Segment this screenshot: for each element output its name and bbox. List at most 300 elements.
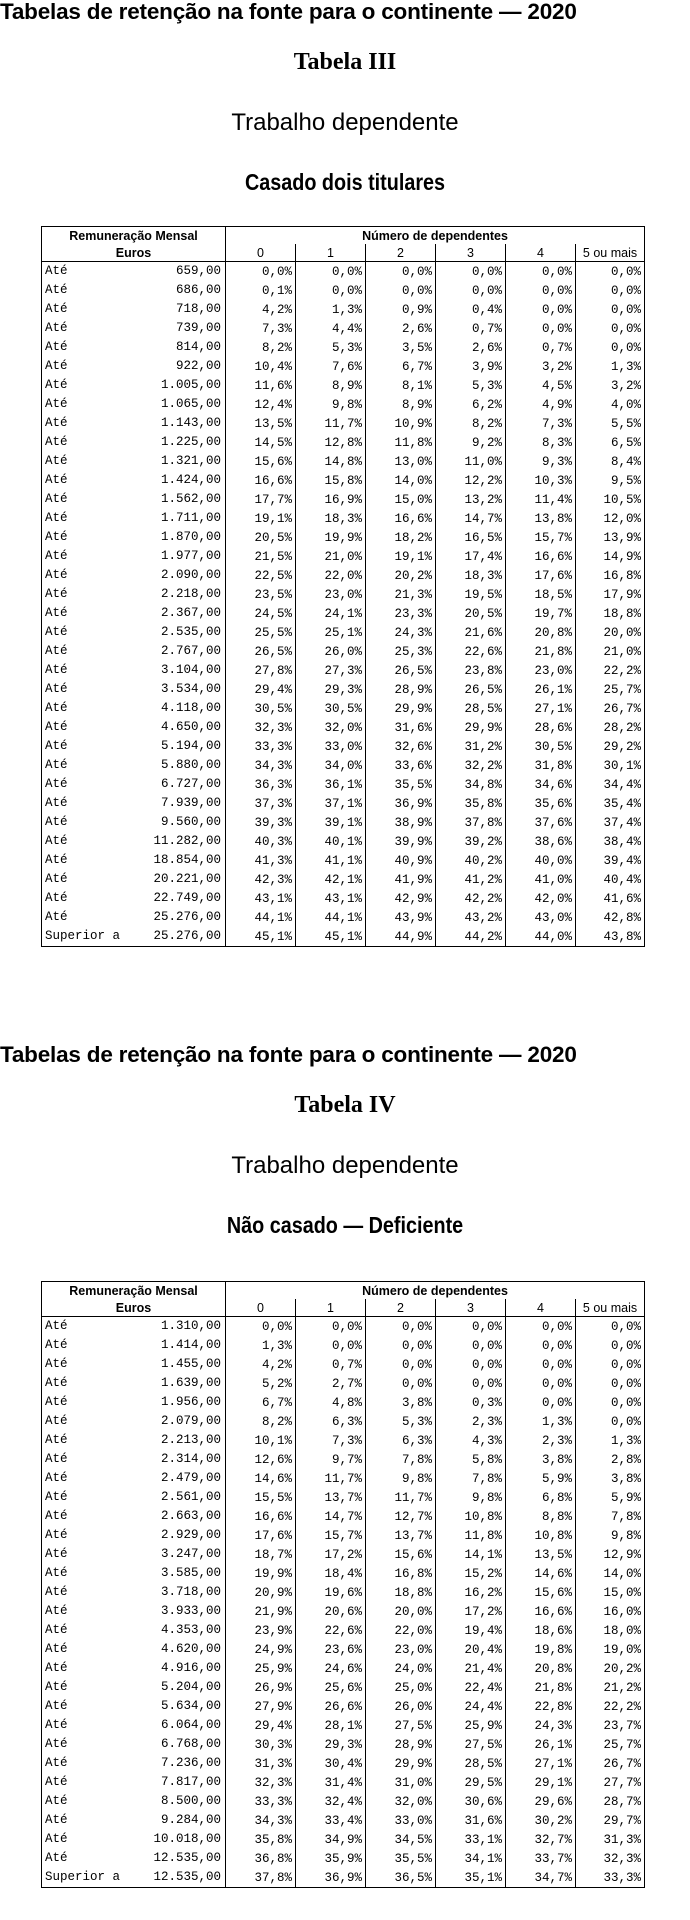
bracket-amount: 3.718,00 [160,1585,221,1599]
rate-cell: 7,8% [576,1507,645,1526]
bracket-label: Até [45,492,68,506]
table-row [42,813,645,832]
remuneration-cell [42,1754,226,1773]
rate-cell: 0,0% [576,1336,645,1355]
table-row [42,338,645,357]
bracket-label: Até [45,910,68,924]
remuneration-cell [42,414,226,433]
bracket-amount: 2.535,00 [160,625,221,639]
rate-cell: 22,2% [576,661,645,680]
rate-cell: 16,6% [506,547,576,566]
rate-cell: 25,6% [296,1678,366,1697]
bracket-label: Até [45,1452,68,1466]
dependents-column-header: 1 [296,1299,366,1317]
remuneration-cell [42,889,226,908]
rate-cell: 26,7% [576,1754,645,1773]
dependents-column-header: 4 [506,1299,576,1317]
rate-cell: 15,6% [366,1545,436,1564]
rate-cell: 26,1% [506,680,576,699]
rate-cell: 28,2% [576,718,645,737]
rate-cell: 20,8% [506,1659,576,1678]
rate-cell: 43,1% [226,889,296,908]
rate-cell: 41,9% [366,870,436,889]
bracket-label: Até [45,796,68,810]
bracket-label: Superior a [45,1870,121,1884]
table-row [42,452,645,471]
rate-cell: 34,4% [576,775,645,794]
rate-cell: 0,0% [226,1317,296,1337]
rate-cell: 0,0% [436,1336,506,1355]
rate-cell: 5,9% [576,1488,645,1507]
rate-cell: 18,5% [506,585,576,604]
rate-cell: 17,4% [436,547,506,566]
table-row [42,1507,645,1526]
remuneration-cell [42,566,226,585]
bracket-amount: 2.367,00 [160,606,221,620]
remuneration-cell [42,756,226,775]
table-row [42,1773,645,1792]
table-row [42,528,645,547]
rate-cell: 0,0% [506,281,576,300]
rate-cell: 41,1% [296,851,366,870]
remuneration-cell [42,1488,226,1507]
rate-cell: 18,4% [296,1564,366,1583]
rate-cell: 28,6% [506,718,576,737]
rate-cell: 13,0% [366,452,436,471]
remuneration-cell [42,1792,226,1811]
rate-cell: 20,0% [366,1602,436,1621]
table-row [42,1374,645,1393]
rate-cell: 32,2% [436,756,506,775]
rate-cell: 29,6% [506,1792,576,1811]
rate-cell: 28,5% [436,1754,506,1773]
remuneration-cell [42,832,226,851]
rate-cell: 37,4% [576,813,645,832]
bracket-amount: 6.064,00 [160,1718,221,1732]
rate-cell: 18,6% [506,1621,576,1640]
bracket-amount: 7.236,00 [160,1756,221,1770]
remuneration-cell [42,1545,226,1564]
rate-cell: 8,9% [366,395,436,414]
bracket-label: Até [45,777,68,791]
rate-cell: 10,5% [576,490,645,509]
rate-cell: 21,0% [576,642,645,661]
rate-cell: 24,3% [506,1716,576,1735]
rate-cell: 14,6% [226,1469,296,1488]
rate-cell: 28,1% [296,1716,366,1735]
rate-cell: 0,0% [296,1336,366,1355]
table-row [42,832,645,851]
dependents-column-header: 2 [366,244,436,262]
rate-cell: 28,7% [576,1792,645,1811]
rate-cell: 9,3% [506,452,576,471]
rate-cell: 1,3% [576,1431,645,1450]
rate-cell: 12,2% [436,471,506,490]
rate-cell: 11,4% [506,490,576,509]
remuneration-cell [42,1412,226,1431]
rate-cell: 14,6% [506,1564,576,1583]
rate-cell: 10,8% [436,1507,506,1526]
rate-cell: 0,0% [436,262,506,282]
rate-cell: 15,0% [576,1583,645,1602]
remuneration-cell [42,1317,226,1337]
bracket-amount: 1.424,00 [160,473,221,487]
rate-cell: 3,9% [436,357,506,376]
rate-cell: 10,1% [226,1431,296,1450]
bracket-amount: 3.933,00 [160,1604,221,1618]
rate-cell: 17,2% [436,1602,506,1621]
table-row [42,1545,645,1564]
rate-cell: 36,5% [366,1868,436,1888]
table-row [42,794,645,813]
rate-cell: 39,3% [226,813,296,832]
bracket-amount: 25.276,00 [153,929,221,943]
rate-cell: 16,6% [226,1507,296,1526]
bracket-label: Até [45,663,68,677]
rate-cell: 36,8% [226,1849,296,1868]
bracket-amount: 1.143,00 [160,416,221,430]
bracket-amount: 9.284,00 [160,1813,221,1827]
table-category: Casado dois titulares [244,169,446,195]
remuneration-cell [42,1716,226,1735]
bracket-label: Até [45,1566,68,1580]
bracket-amount: 686,00 [175,283,221,297]
rate-cell: 42,9% [366,889,436,908]
bracket-label: Até [45,530,68,544]
remuneration-cell [42,680,226,699]
rate-cell: 18,0% [576,1621,645,1640]
rate-cell: 31,8% [506,756,576,775]
bracket-amount: 3.104,00 [160,663,221,677]
bracket-label: Até [45,587,68,601]
rate-cell: 0,0% [576,262,645,282]
rate-cell: 24,6% [296,1659,366,1678]
dependents-column-header: 2 [366,1299,436,1317]
rate-cell: 18,3% [296,509,366,528]
rate-cell: 15,7% [296,1526,366,1545]
rate-cell: 28,9% [366,1735,436,1754]
rate-cell: 39,4% [576,851,645,870]
rate-cell: 5,5% [576,414,645,433]
rate-cell: 44,9% [366,927,436,947]
table-row [42,471,645,490]
rate-cell: 32,0% [296,718,366,737]
rate-cell: 19,8% [506,1640,576,1659]
bracket-label: Até [45,1699,68,1713]
dependents-column-header: 1 [296,244,366,262]
bracket-amount: 1.005,00 [160,378,221,392]
bracket-label: Até [45,435,68,449]
rate-cell: 9,2% [436,433,506,452]
bracket-label: Até [45,644,68,658]
remuneration-cell [42,433,226,452]
bracket-amount: 5.634,00 [160,1699,221,1713]
rate-cell: 8,2% [226,338,296,357]
rate-cell: 6,5% [576,433,645,452]
table-row [42,908,645,927]
rate-cell: 17,7% [226,490,296,509]
rate-cell: 27,1% [506,699,576,718]
bracket-label: Até [45,1718,68,1732]
rate-cell: 4,9% [506,395,576,414]
rate-cell: 0,0% [576,1374,645,1393]
rate-cell: 7,3% [506,414,576,433]
bracket-label: Superior a [45,929,121,943]
remuneration-cell [42,1393,226,1412]
bracket-amount: 2.479,00 [160,1471,221,1485]
rate-cell: 4,5% [506,376,576,395]
dependents-column-header: 4 [506,244,576,262]
rate-cell: 23,3% [366,604,436,623]
rate-cell: 34,9% [296,1830,366,1849]
rate-cell: 7,3% [226,319,296,338]
bracket-amount: 659,00 [175,264,221,278]
rate-cell: 0,7% [296,1355,366,1374]
table-row [42,490,645,509]
rate-cell: 34,3% [226,1811,296,1830]
rate-cell: 23,6% [296,1640,366,1659]
bracket-amount: 1.310,00 [160,1319,221,1333]
table-row [42,1659,645,1678]
table-row [42,585,645,604]
rate-cell: 18,7% [226,1545,296,1564]
rate-cell: 20,6% [296,1602,366,1621]
rate-cell: 22,6% [296,1621,366,1640]
bracket-label: Até [45,1547,68,1561]
table-row [42,300,645,319]
rate-cell: 31,6% [436,1811,506,1830]
rate-cell: 31,0% [366,1773,436,1792]
rate-cell: 20,2% [366,566,436,585]
rate-cell: 21,4% [436,1659,506,1678]
rate-cell: 33,1% [436,1830,506,1849]
header-dependentes: Número de dependentes [226,1282,645,1300]
bracket-amount: 22.749,00 [153,891,221,905]
rate-cell: 26,0% [296,642,366,661]
table-row [42,433,645,452]
bracket-label: Até [45,1585,68,1599]
rate-cell: 32,4% [296,1792,366,1811]
bracket-label: Até [45,549,68,563]
rate-cell: 0,1% [226,281,296,300]
rate-cell: 21,6% [436,623,506,642]
table-row [42,1792,645,1811]
bracket-amount: 4.650,00 [160,720,221,734]
rate-cell: 40,4% [576,870,645,889]
rate-cell: 17,9% [576,585,645,604]
rate-cell: 30,3% [226,1735,296,1754]
rate-cell: 36,3% [226,775,296,794]
rate-cell: 0,0% [506,1355,576,1374]
remuneration-cell [42,1849,226,1868]
rate-cell: 33,4% [296,1811,366,1830]
rate-cell: 0,0% [366,1374,436,1393]
table-row [42,642,645,661]
rate-cell: 32,0% [366,1792,436,1811]
rate-cell: 0,0% [576,1412,645,1431]
rate-cell: 43,9% [366,908,436,927]
rate-cell: 14,7% [296,1507,366,1526]
rate-cell: 23,8% [436,661,506,680]
rate-cell: 23,0% [506,661,576,680]
table-row [42,756,645,775]
rate-cell: 27,5% [366,1716,436,1735]
bracket-amount: 2.561,00 [160,1490,221,1504]
rate-cell: 33,3% [576,1868,645,1888]
rate-cell: 6,7% [226,1393,296,1412]
bracket-amount: 1.225,00 [160,435,221,449]
bracket-label: Até [45,568,68,582]
rate-cell: 38,9% [366,813,436,832]
rate-cell: 39,1% [296,813,366,832]
rate-cell: 24,0% [366,1659,436,1678]
rate-cell: 4,8% [296,1393,366,1412]
table-row [42,1849,645,1868]
rate-cell: 45,1% [296,927,366,947]
rate-cell: 0,0% [366,1355,436,1374]
rate-cell: 30,1% [576,756,645,775]
remuneration-cell [42,775,226,794]
rate-cell: 25,5% [226,623,296,642]
rate-cell: 0,0% [506,300,576,319]
rate-cell: 28,5% [436,699,506,718]
bracket-amount: 4.620,00 [160,1642,221,1656]
bracket-label: Até [45,1623,68,1637]
rate-cell: 0,0% [576,300,645,319]
rate-cell: 13,2% [436,490,506,509]
table-row [42,1811,645,1830]
rate-cell: 3,2% [576,376,645,395]
rate-cell: 0,7% [506,338,576,357]
rate-cell: 0,0% [226,262,296,282]
rate-cell: 21,9% [226,1602,296,1621]
bracket-label: Até [45,1832,68,1846]
rate-cell: 0,3% [436,1393,506,1412]
rate-cell: 0,0% [296,1317,366,1337]
bracket-label: Até [45,872,68,886]
rate-cell: 31,3% [226,1754,296,1773]
rate-cell: 26,5% [436,680,506,699]
rate-cell: 16,5% [436,528,506,547]
remuneration-cell [42,623,226,642]
rate-cell: 13,5% [226,414,296,433]
remuneration-cell [42,395,226,414]
bracket-amount: 4.916,00 [160,1661,221,1675]
rate-cell: 19,5% [436,585,506,604]
rate-cell: 0,0% [366,262,436,282]
rate-cell: 8,3% [506,433,576,452]
rate-cell: 15,7% [506,528,576,547]
bracket-amount: 739,00 [175,321,221,335]
bracket-label: Até [45,1376,68,1390]
rate-cell: 29,4% [226,680,296,699]
rate-cell: 0,0% [366,1336,436,1355]
rate-cell: 31,3% [576,1830,645,1849]
rate-cell: 30,6% [436,1792,506,1811]
rate-cell: 17,2% [296,1545,366,1564]
remuneration-cell [42,1773,226,1792]
rate-cell: 44,0% [506,927,576,947]
rate-cell: 40,3% [226,832,296,851]
table-row [42,1583,645,1602]
rate-cell: 21,8% [506,642,576,661]
rate-cell: 8,1% [366,376,436,395]
remuneration-cell [42,661,226,680]
rate-cell: 10,4% [226,357,296,376]
bracket-amount: 5.194,00 [160,739,221,753]
rate-cell: 20,2% [576,1659,645,1678]
table-row [42,851,645,870]
rate-cell: 12,8% [296,433,366,452]
bracket-amount: 5.204,00 [160,1680,221,1694]
bracket-amount: 2.663,00 [160,1509,221,1523]
bracket-label: Até [45,378,68,392]
rate-cell: 12,7% [366,1507,436,1526]
rate-cell: 26,7% [576,699,645,718]
rate-cell: 29,9% [436,718,506,737]
table-row [42,395,645,414]
rate-cell: 14,1% [436,1545,506,1564]
bracket-label: Até [45,473,68,487]
table-row [42,414,645,433]
table-row [42,1564,645,1583]
rate-cell: 2,8% [576,1450,645,1469]
rate-cell: 24,4% [436,1697,506,1716]
table-row [42,281,645,300]
rate-cell: 26,5% [366,661,436,680]
rate-cell: 15,8% [296,471,366,490]
remuneration-cell [42,319,226,338]
bracket-label: Até [45,1509,68,1523]
rate-cell: 30,5% [506,737,576,756]
rate-cell: 19,1% [366,547,436,566]
header-remuneracao: Remuneração Mensal [42,227,226,245]
rate-cell: 35,8% [436,794,506,813]
table-title: Tabela IV [294,1092,396,1118]
remuneration-cell [42,509,226,528]
rate-cell: 0,0% [576,338,645,357]
bracket-label: Até [45,758,68,772]
bracket-amount: 2.314,00 [160,1452,221,1466]
rate-cell: 38,4% [576,832,645,851]
rate-cell: 22,0% [296,566,366,585]
bracket-label: Até [45,606,68,620]
table-row [42,1450,645,1469]
rate-cell: 37,1% [296,794,366,813]
rate-cell: 6,7% [366,357,436,376]
bracket-label: Até [45,1737,68,1751]
table-category: Não casado — Deficiente [226,1212,464,1238]
bracket-amount: 10.018,00 [153,1832,221,1846]
bracket-label: Até [45,1319,68,1333]
rate-cell: 8,8% [506,1507,576,1526]
bracket-amount: 2.079,00 [160,1414,221,1428]
bracket-label: Até [45,853,68,867]
table-subject: Trabalho dependente [231,109,459,136]
remuneration-cell [42,718,226,737]
rate-cell: 25,3% [366,642,436,661]
rate-cell: 26,1% [506,1735,576,1754]
table-row [42,699,645,718]
rate-cell: 35,8% [226,1830,296,1849]
remuneration-cell [42,813,226,832]
table-row [42,623,645,642]
rate-cell: 39,2% [436,832,506,851]
remuneration-cell [42,547,226,566]
rate-cell: 33,7% [506,1849,576,1868]
rate-cell: 21,8% [506,1678,576,1697]
bracket-label: Até [45,1490,68,1504]
